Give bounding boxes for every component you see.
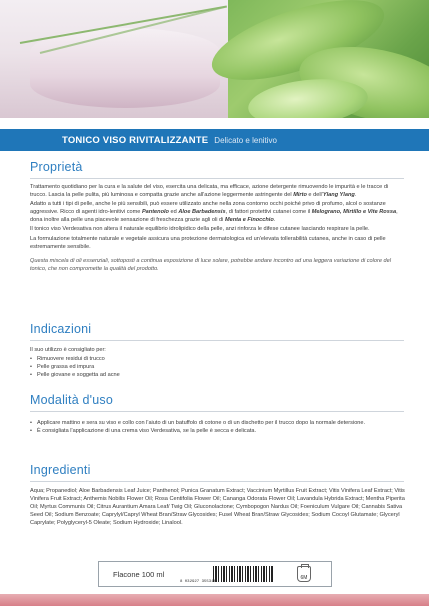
product-name: TONICO VISO RIVITALIZZANTE [62,134,209,146]
section-heading-modalita: Modalità d'uso [30,393,114,407]
bottom-decorative-band [0,594,429,606]
product-title-bar [0,129,429,151]
list-item: • Pelle giovane e soggetta ad acne [30,371,405,379]
indicazioni-intro: Il suo utilizzo è consigliato per: [30,347,106,353]
proprieta-paragraph: La formulazione totalmente naturale e vegetale assicura una protezione dermatologica ed un'elevata tollerabilità cutanea, anche in caso di pelle estremamente sensibile. [30,235,386,250]
pao-label: 6M [300,575,308,581]
product-hero-image [0,0,429,118]
list-item: • Applicare mattino e sera su viso e collo con l'aiuto di un batuffolo di cotone o di un dischetto per il trucco dopo la normale detersione. [30,419,405,427]
section-divider [30,178,404,179]
aloe-leaf-photo [228,0,429,118]
modalita-list [30,419,405,435]
section-heading-proprieta: Proprietà [30,160,83,174]
modalita-body [30,419,405,435]
proprieta-paragraph: Trattamento quotidiano per la cura e la salute del viso, esercita una delicata, ma efficace, azione detergente rimuovendo le impurità e le tracce di trucco. Lascia la pelle pulita, più luminosa e compatta grazie anche all'azione leggermente astringente del Mirto e dell'Ylang Ylang. [30,184,389,199]
section-divider [30,411,404,412]
proprieta-paragraph: Adatto a tutti i tipi di pelle, anche le più sensibili, può essere utilizzato anche nella zona contorno occhi poiché privo di profumo, alcol o sostanze aggressive. Ricco di agenti idro-lenitivi come Pantenolo ed Aloe Barbadensis, di fattori protettivi cutanei come il Melograno, Mirtillo e Vite Rossa, dona inoltre alla pelle una piacevole sensazione di freschezza grazie agli oli di Menta e Finocchio. [30,201,398,224]
section-heading-ingredienti: Ingredienti [30,463,91,477]
list-item: • È consigliata l'applicazione di una crema viso Verdesativa, se la pelle è secca e delicata. [30,427,405,435]
section-divider [30,481,404,482]
ingredienti-body: Aqua; Propanediol; Aloe Barbadensis Leaf Juice; Panthenol; Punica Granatum Extract; Vaccinium Myrtillus Fruit Extract; Vitis Vinifera Leaf Extract; Vitis Vinifera Fruit Extract; Anthemis Nobilis Flower Oil; Rosa Centifolia Flower Oil; Cananga Odorata Flower Oil; Lavandula Hybrida Extract; Mentha Piperita Oil; Myrtus Communis Oil; Citrus Aurantium Amara Leaf/ Twig Oil; Gluconolactone; Cymbopogon Nardus Oil; Foeniculum Vulgare Oil; Cannabis Sativa Seed Oil; Sodium Benzoate; Caprylyl/Capryl Wheat Bran/Straw Glycosides; Fusel Wheat Bran/Straw Glycosides; Sodium Cocoyl Glutamate; Glyceryl Caprylate; Polyglyceryl-5 Oleate; Sodium Hydroxide; Linalool. [30,488,405,527]
cream-jar-photo [0,0,228,118]
section-heading-indicazioni: Indicazioni [30,322,92,336]
product-tagline: Delicato e lenitivo [214,135,277,145]
indicazioni-body [30,346,405,379]
list-item: • Rimuovere residui di trucco [30,355,405,363]
pao-jar-icon [297,566,311,582]
proprieta-note: Questa miscela di oli essenziali, sottoposti a continua esposizione di luce solare, potrebbe andare incontro ad una leggera variazione di colore del tonico, che non compromette la qualità del prodotto. [30,257,392,272]
list-item: • Pelle grassa ed impura [30,363,405,371]
section-divider [30,340,404,341]
indicazioni-list [30,355,405,379]
proprieta-paragraph: Il tonico viso Verdesativa non altera il naturale equilibrio idrolipidico della pelle, anzi rinforza le difese cutanee lasciando respirare la pelle. [30,226,370,233]
volume-label: Flacone 100 ml [113,569,165,579]
proprieta-body [30,183,405,274]
barcode-number: 8 032927 355316 [179,580,216,584]
